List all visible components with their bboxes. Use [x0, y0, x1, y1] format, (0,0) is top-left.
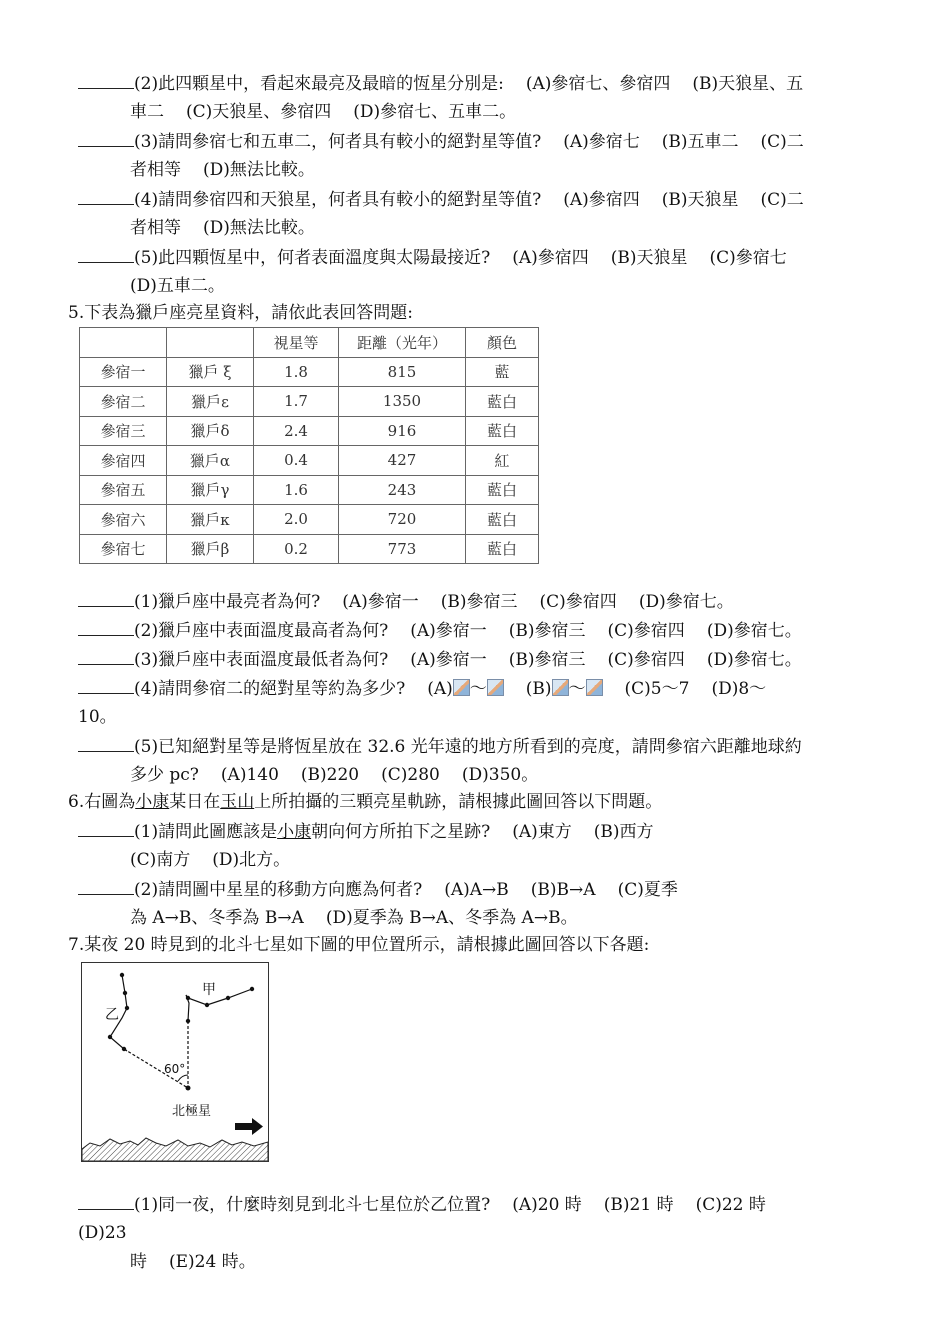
big-dipper-diagram	[82, 963, 268, 1161]
heading-text: 6.右圖為	[68, 792, 136, 812]
q4-item-2	[78, 72, 803, 95]
q7-item-1-line2: (D)23	[78, 1223, 127, 1243]
option-d: (D)北方。	[212, 850, 291, 870]
star-designation: 獵戶δ	[167, 416, 254, 446]
option-d: (D)參宿七。	[706, 621, 802, 641]
option-a: (A)參宿四	[563, 190, 640, 210]
star-designation: 獵戶ε	[167, 387, 254, 417]
option-d: (D)350。	[461, 765, 539, 785]
star-color: 藍白	[466, 387, 539, 417]
polaris-label: 北極星	[172, 1104, 212, 1119]
orion-star-table	[79, 327, 539, 564]
star-name: 參宿五	[80, 475, 167, 505]
apparent-magnitude: 0.2	[254, 534, 339, 564]
star-name: 參宿一	[80, 357, 167, 387]
item-num: (1)	[134, 1195, 159, 1215]
option-d: (D)8～	[711, 679, 767, 699]
table-row	[80, 387, 539, 417]
item-text: 同一夜，什麼時刻見到北斗七星位於乙位置?	[158, 1195, 491, 1215]
item-text: 此四顆星中，看起來最亮及最暗的恆星分別是:	[158, 74, 504, 94]
option-b: (B)220	[300, 765, 360, 785]
apparent-magnitude: 0.4	[254, 446, 339, 476]
q5-item-1	[78, 590, 734, 613]
q4-item-5	[78, 246, 787, 269]
item-text: 此四顆恆星中，何者表面溫度與太陽最接近?	[158, 248, 491, 268]
option-b: (B)天狼星	[610, 248, 688, 268]
distance-ly: 916	[339, 416, 466, 446]
option-b: (B)21 時	[603, 1195, 674, 1215]
option-c: (C)二	[760, 190, 804, 210]
item-num: (1)	[134, 592, 159, 612]
q7-item-1-line3	[130, 1251, 256, 1273]
option-a: (A)A→B	[444, 880, 509, 900]
answer-blank[interactable]	[78, 677, 134, 694]
option-b: (B)西方	[593, 822, 654, 842]
option-c: (C)參宿四	[607, 650, 685, 670]
item-num: (3)	[134, 650, 159, 670]
apparent-magnitude: 2.4	[254, 416, 339, 446]
distance-ly: 1350	[339, 387, 466, 417]
option-c-cont: 者相等	[130, 218, 181, 238]
distance-ly: 243	[339, 475, 466, 505]
option-c: (C)南方	[130, 850, 191, 870]
star-designation: 獵戶 ξ	[167, 357, 254, 387]
star-color: 藍	[466, 357, 539, 387]
option-a: (A)參宿一	[410, 621, 487, 641]
direction-arrow-icon	[235, 1118, 263, 1135]
heading-text: 上所拍攝的三顆亮星軌跡，請根據此圖回答以下問題。	[254, 792, 663, 812]
big-dipper-figure	[81, 962, 269, 1162]
star-color: 紅	[466, 446, 539, 476]
star-color: 藍白	[466, 505, 539, 535]
option-c: (C)參宿四	[539, 592, 617, 612]
option-b: (B)B→A	[530, 880, 596, 900]
option-b: (B)天狼星、五	[692, 74, 804, 94]
answer-blank[interactable]	[78, 735, 134, 752]
option-c: (C)二	[760, 132, 804, 152]
option-a: (A)參宿四	[512, 248, 589, 268]
tilde: ～	[568, 679, 586, 699]
item-num: (2)	[134, 74, 159, 94]
label-jia: 甲	[202, 982, 216, 998]
option-c: (C)5～7	[624, 679, 690, 699]
option-c: (C)280	[381, 765, 440, 785]
item-text: 獵戶座中表面溫度最高者為何?	[158, 621, 389, 641]
answer-blank[interactable]	[78, 878, 134, 895]
star-designation: 獵戶α	[167, 446, 254, 476]
item-text: 已知絕對星等是將恆星放在 32.6 光年遠的地方所看到的亮度，請問參宿六距離地球約	[158, 737, 802, 757]
option-c: (C)天狼星、參宿四	[186, 102, 332, 122]
option-c: (C)參宿七	[709, 248, 787, 268]
option-c-cont: 者相等	[130, 160, 181, 180]
option-a: (A)140	[220, 765, 279, 785]
header-cell-color: 顏色	[466, 328, 539, 358]
distance-ly: 773	[339, 534, 466, 564]
angle-label: 60°	[164, 1062, 186, 1076]
table-row	[80, 534, 539, 564]
item-text: 請問此圖應該是	[158, 822, 278, 842]
polaris-star	[186, 1086, 191, 1091]
option-b: (B)天狼星	[661, 190, 739, 210]
star-name: 參宿七	[80, 534, 167, 564]
answer-blank[interactable]	[78, 188, 134, 205]
broken-image-icon	[586, 679, 603, 696]
q5-item-3	[78, 648, 802, 671]
option-d: (D)參宿七、五車二。	[353, 102, 517, 122]
answer-blank[interactable]	[78, 648, 134, 665]
option-b: (B)參宿三	[440, 592, 518, 612]
answer-blank[interactable]	[78, 246, 134, 263]
option-b: (B)五車二	[661, 132, 739, 152]
item-num: (5)	[134, 248, 159, 268]
heading-text: 某日在	[169, 792, 221, 812]
item-text: 獵戶座中表面溫度最低者為何?	[158, 650, 389, 670]
star-designation: 獵戶γ	[167, 475, 254, 505]
q7-item-1	[78, 1193, 766, 1216]
option-a: (A)參宿一	[410, 650, 487, 670]
q4-item-5-cont	[130, 275, 225, 297]
item-num: (1)	[134, 822, 159, 842]
place-name: 玉山	[220, 792, 255, 812]
apparent-magnitude: 1.7	[254, 387, 339, 417]
option-a: (A)參宿七、參宿四	[525, 74, 671, 94]
q5-item-5-cont	[130, 764, 538, 786]
star-color: 藍白	[466, 534, 539, 564]
header-cell	[80, 328, 167, 358]
item-num: (3)	[134, 132, 159, 152]
star-name: 參宿三	[80, 416, 167, 446]
q4-item-3	[78, 130, 804, 153]
q4-item-2-cont	[130, 101, 516, 123]
distance-ly: 815	[339, 357, 466, 387]
option-e: (E)24 時。	[169, 1252, 256, 1272]
q4-item-4-cont	[130, 217, 315, 239]
q4-item-4	[78, 188, 804, 211]
option-d: (D)夏季為 B→A、冬季為 A→B。	[325, 908, 578, 928]
q5-item-4	[78, 677, 766, 700]
q5-item-4-cont: 10。	[78, 707, 117, 727]
option-a: (A)	[427, 679, 453, 699]
q7-heading: 7.某夜 20 時見到的北斗七星如下圖的甲位置所示，請根據此圖回答以下各題:	[68, 935, 650, 955]
q5-item-2	[78, 619, 802, 642]
star-name: 參宿二	[80, 387, 167, 417]
item-text: 獵戶座中最亮者為何?	[158, 592, 321, 612]
item-text: 請問參宿二的絕對星等約為多少?	[158, 679, 406, 699]
option-d: (D)參宿七。	[638, 592, 734, 612]
apparent-magnitude: 2.0	[254, 505, 339, 535]
option-a: (A)參宿一	[342, 592, 419, 612]
dipper-jia	[186, 989, 252, 1021]
answer-blank[interactable]	[78, 72, 134, 89]
option-d: (D)無法比較。	[203, 218, 315, 238]
option-a: (A)參宿七	[563, 132, 640, 152]
answer-blank[interactable]	[78, 590, 134, 607]
apparent-magnitude: 1.8	[254, 357, 339, 387]
header-cell-distance: 距離（光年）	[339, 328, 466, 358]
item-num: (5)	[134, 737, 159, 757]
star-color: 藍白	[466, 416, 539, 446]
table-row	[80, 416, 539, 446]
star-name: 參宿六	[80, 505, 167, 535]
tilde: ～	[469, 679, 487, 699]
q5-heading: 5.下表為獵戶座亮星資料，請依此表回答問題:	[68, 303, 413, 323]
option-c: (C)參宿四	[607, 621, 685, 641]
table-header-row	[80, 328, 539, 358]
table-row	[80, 475, 539, 505]
option-c: (C)夏季	[617, 880, 678, 900]
option-d-cont: 時	[130, 1252, 147, 1272]
item-text: 請問參宿七和五車二，何者具有較小的絕對星等值?	[158, 132, 542, 152]
broken-image-icon	[453, 679, 470, 696]
distance-ly: 427	[339, 446, 466, 476]
option-a: (A)東方	[512, 822, 572, 842]
item-text-cont: 多少 pc?	[130, 765, 199, 785]
answer-blank[interactable]	[78, 619, 134, 636]
star-designation: 獵戶β	[167, 534, 254, 564]
item-text: 請問圖中星星的移動方向應為何者?	[158, 880, 423, 900]
q6-item-2	[78, 878, 678, 901]
header-cell-magnitude: 視星等	[254, 328, 339, 358]
item-num: (2)	[134, 621, 159, 641]
item-text: 請問參宿四和天狼星，何者具有較小的絕對星等值?	[158, 190, 542, 210]
option-b: (B)參宿三	[508, 621, 586, 641]
table-row	[80, 357, 539, 387]
item-text: 朝向何方所拍下之星跡?	[311, 822, 491, 842]
broken-image-icon	[552, 679, 569, 696]
option-b: (B)	[525, 679, 552, 699]
q6-item-1	[78, 820, 654, 843]
apparent-magnitude: 1.6	[254, 475, 339, 505]
person-name: 小康	[135, 792, 170, 812]
option-d: (D)無法比較。	[203, 160, 315, 180]
option-c: (C)22 時	[695, 1195, 766, 1215]
q6-item-2-cont	[130, 907, 578, 929]
person-name: 小康	[277, 822, 312, 842]
star-color: 藍白	[466, 475, 539, 505]
option-d: (D)五車二。	[130, 276, 225, 296]
answer-blank[interactable]	[78, 130, 134, 147]
table-row	[80, 446, 539, 476]
table-row	[80, 505, 539, 535]
item-num: (2)	[134, 880, 159, 900]
answer-blank[interactable]	[78, 820, 134, 837]
q4-item-3-cont	[130, 159, 315, 181]
answer-blank[interactable]	[78, 1193, 134, 1210]
label-yi: 乙	[105, 1007, 119, 1023]
q5-item-5	[78, 735, 802, 758]
q6-item-1-cont	[130, 849, 290, 871]
distance-ly: 720	[339, 505, 466, 535]
item-num: (4)	[134, 679, 159, 699]
option-d: (D)參宿七。	[706, 650, 802, 670]
option-b-cont: 車二	[130, 102, 164, 122]
mountain-horizon	[82, 1138, 268, 1161]
star-designation: 獵戶κ	[167, 505, 254, 535]
broken-image-icon	[487, 679, 504, 696]
header-cell	[167, 328, 254, 358]
option-a: (A)20 時	[512, 1195, 582, 1215]
option-b: (B)參宿三	[508, 650, 586, 670]
option-c-cont: 為 A→B、冬季為 B→A	[130, 908, 304, 928]
star-name: 參宿四	[80, 446, 167, 476]
q6-heading	[68, 791, 662, 813]
item-num: (4)	[134, 190, 159, 210]
